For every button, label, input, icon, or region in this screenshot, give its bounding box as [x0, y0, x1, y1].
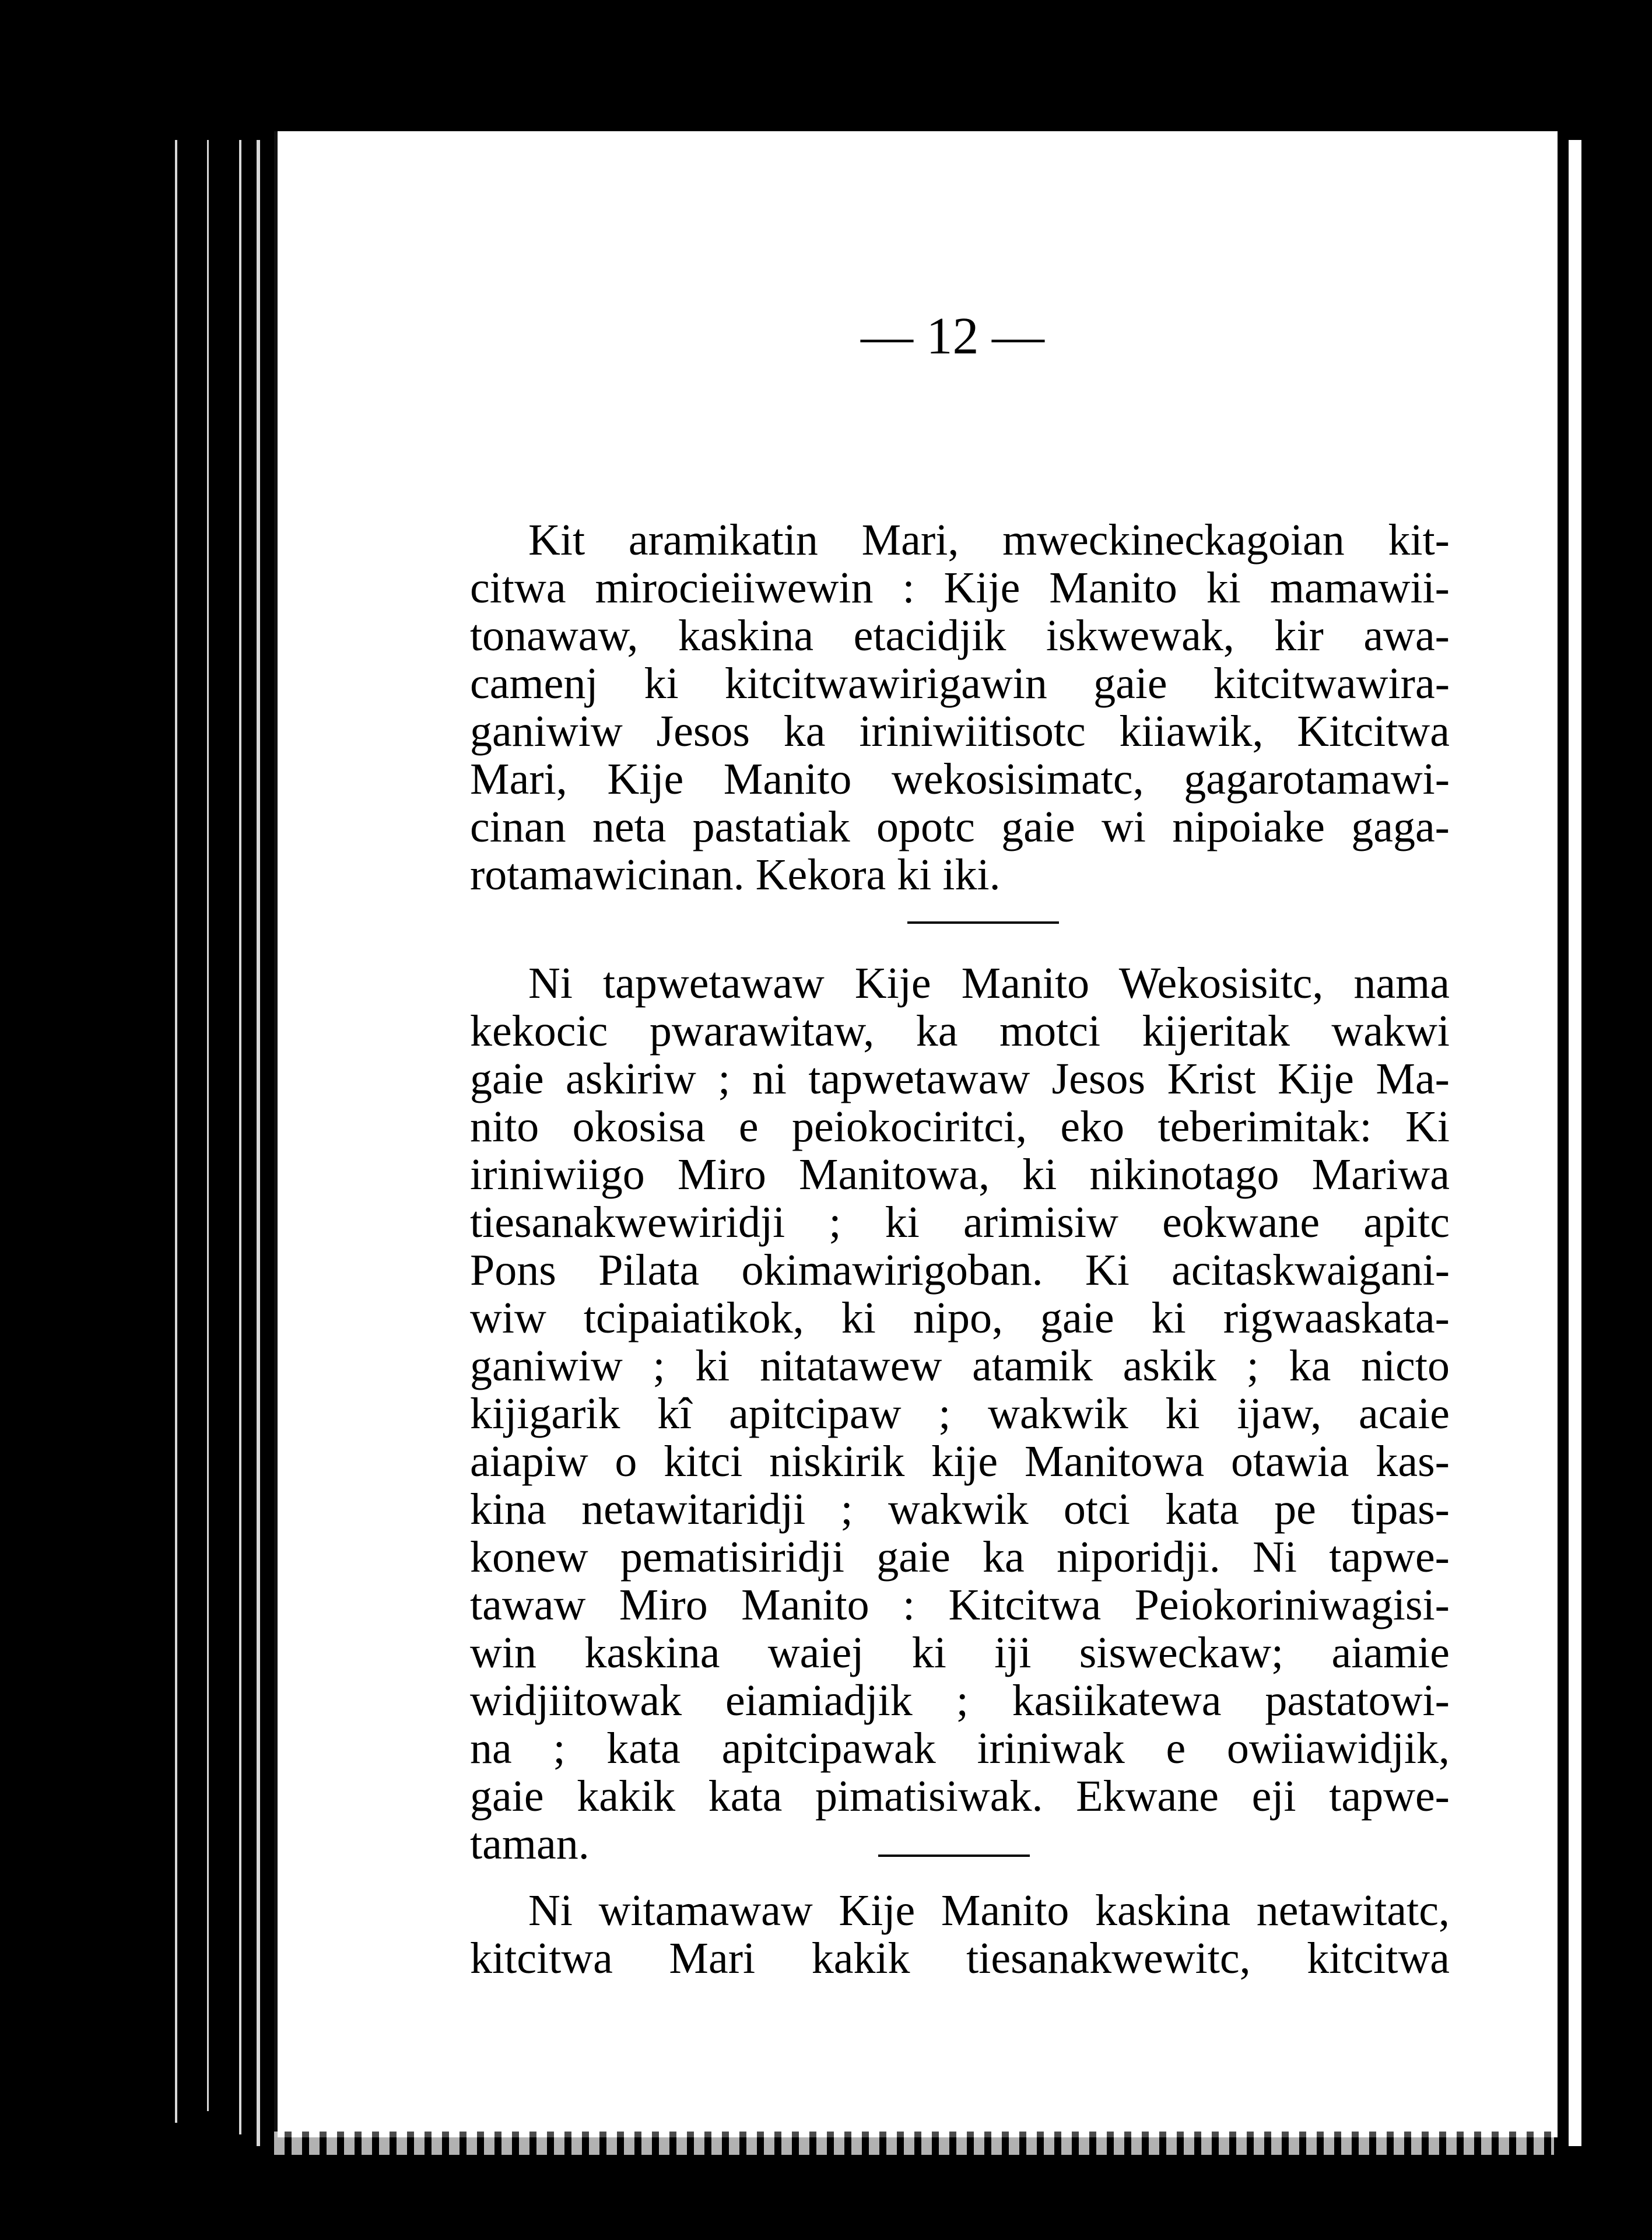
text-line: gaie kakik kata pimatisiwak. Ekwane eji tapwe- — [470, 1772, 1450, 1821]
page-edge-line — [239, 140, 241, 2134]
text-line: win kaskina waiej ki iji sisweckaw; aiamie — [470, 1628, 1450, 1677]
text-line: kitcitwa Mari kakik tiesanakwewitc, kitcitwa — [470, 1934, 1450, 1983]
text-line: camenj ki kitcitwawirigawin gaie kitcitwawira- — [470, 659, 1450, 708]
text-line: tonawaw, kaskina etacidjik iskwewak, kir awa- — [470, 611, 1450, 660]
text-line: taman. — [470, 1820, 590, 1869]
text-line: gaie askiriw ; ni tapwetawaw Jesos Krist Kije Ma- — [470, 1054, 1450, 1103]
page-edge-line — [175, 140, 177, 2123]
text-line: Pons Pilata okimawirigoban. Ki acitaskwaigani- — [470, 1246, 1450, 1295]
text-line: na ; kata apitcipawak iriniwak e owiiawidjik, — [470, 1724, 1450, 1773]
text-line: ganiwiw Jesos ka iriniwiitisotc kiiawik, Kitcitwa — [470, 707, 1450, 756]
text-line: citwa mirocieiiwewin : Kije Manito ki mamawii- — [470, 563, 1450, 612]
next-page-edge — [1569, 140, 1581, 2146]
paragraph-1 — [470, 516, 1450, 899]
paragraph-2 — [470, 959, 1450, 1868]
page-number: — 12 — — [861, 307, 1044, 365]
text-line: Kit aramikatin Mari, mweckineckagoian kit- — [528, 516, 1450, 565]
paragraph-3 — [470, 1887, 1450, 1982]
text-line: Mari, Kije Manito wekosisimatc, gagarotamawi- — [470, 755, 1450, 804]
text-line: ganiwiw ; ki nitatawew atamik askik ; ka nicto — [470, 1341, 1450, 1390]
text-line: rotamawicinan. Kekora ki iki. — [470, 850, 1001, 899]
text-line: kekocic pwarawitaw, ka motci kijeritak wakwi — [470, 1007, 1450, 1056]
book-page — [274, 131, 1558, 2137]
text-line: kina netawitaridji ; wakwik otci kata pe tipas- — [470, 1485, 1450, 1534]
page-edge-line — [207, 140, 209, 2111]
text-line: Ni tapwetawaw Kije Manito Wekosisitc, nama — [528, 959, 1450, 1008]
text-line: kijigarik kî apitcipaw ; wakwik ki ijaw, acaie — [470, 1389, 1450, 1438]
text-line: tawaw Miro Manito : Kitcitwa Peiokoriniwagisi- — [470, 1580, 1450, 1629]
text-line: aiapiw o kitci niskirik kije Manitowa otawia kas- — [470, 1437, 1450, 1486]
text-line: iriniwiigo Miro Manitowa, ki nikinotago Mariwa — [470, 1150, 1450, 1199]
page-edge-line — [257, 140, 260, 2146]
text-line: konew pematisiridji gaie ka niporidji. Ni tapwe- — [470, 1533, 1450, 1582]
text-line: nito okosisa e peiokociritci, eko teberimitak: Ki — [470, 1102, 1450, 1151]
section-divider — [878, 1855, 1030, 1857]
text-line: tiesanakwewiridji ; ki arimisiw eokwane apitc — [470, 1198, 1450, 1247]
text-line: wiw tcipaiatikok, ki nipo, gaie ki rigwaaskata- — [470, 1293, 1450, 1342]
section-divider — [907, 921, 1059, 924]
page-bottom-edge — [274, 2132, 1554, 2155]
text-line: Ni witamawaw Kije Manito kaskina netawitatc, — [528, 1886, 1450, 1935]
text-line: widjiitowak eiamiadjik ; kasiikatewa pastatowi- — [470, 1676, 1450, 1725]
text-line: cinan neta pastatiak opotc gaie wi nipoiake gaga- — [470, 802, 1450, 851]
